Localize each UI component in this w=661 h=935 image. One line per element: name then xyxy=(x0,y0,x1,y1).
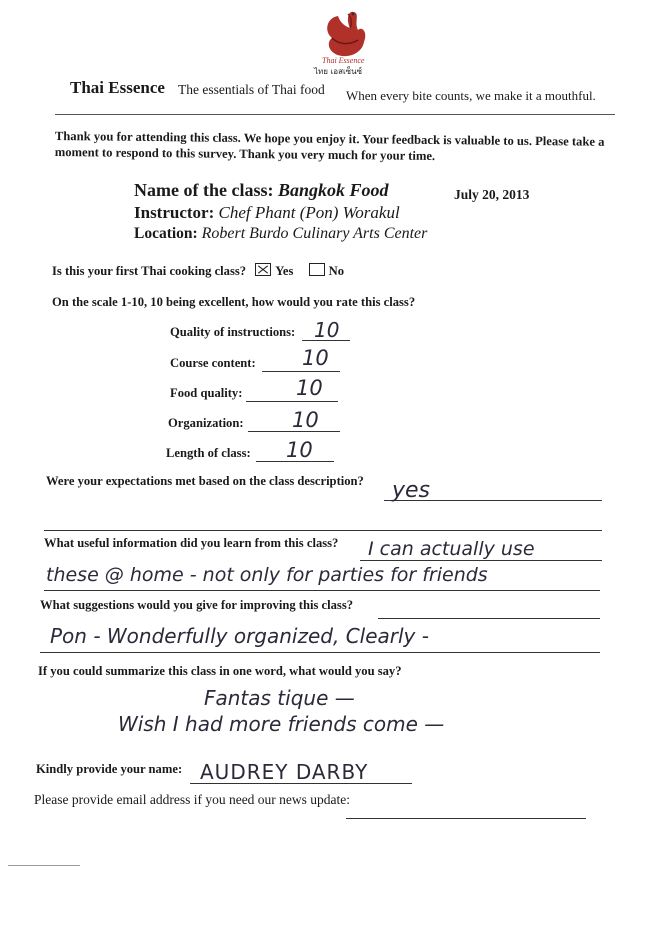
logo-text-top: Thai Essence xyxy=(322,56,365,65)
useful-info-answer-line1[interactable]: I can actually use xyxy=(368,538,535,560)
rating-label-instructions: Quality of instructions: xyxy=(170,325,296,339)
one-word-answer-line2[interactable]: Wish I had more friends come — xyxy=(118,712,445,736)
email-label: Please provide email address if you need our news update: xyxy=(34,792,351,807)
logo-text-bottom: ไทย เอสเซ็นซ์ xyxy=(314,67,363,76)
class-name-value: Bangkok Food xyxy=(277,180,389,200)
suggestions-line-1 xyxy=(378,618,600,619)
useful-info-question: What useful information did you learn from this class? xyxy=(44,536,339,550)
brand-slogan: When every bite counts, we make it a mouthful. xyxy=(346,88,596,103)
rating-value-content[interactable]: 10 xyxy=(302,346,329,370)
rating-value-food[interactable]: 10 xyxy=(296,376,323,400)
rating-label-organization: Organization: xyxy=(168,416,244,430)
rating-label-content: Course content: xyxy=(170,356,256,370)
name-value[interactable]: AUDREY DARBY xyxy=(200,760,369,784)
rating-line-food xyxy=(246,401,338,402)
rating-line-content xyxy=(262,371,340,372)
email-line xyxy=(346,818,586,819)
name-label: Kindly provide your name: xyxy=(36,762,183,776)
suggestions-answer[interactable]: Pon - Wonderfully organized, Clearly - xyxy=(50,624,429,648)
expectations-answer[interactable]: yes xyxy=(392,478,431,503)
location-label: Location: xyxy=(134,225,198,242)
yes-label: Yes xyxy=(275,264,294,278)
expectations-question: Were your expectations met based on the class description? xyxy=(46,474,364,488)
instructor-label: Instructor: xyxy=(134,203,215,222)
rating-value-length[interactable]: 10 xyxy=(286,438,313,462)
one-word-answer-line1[interactable]: Fantas tique — xyxy=(204,686,355,710)
intro-text: Thank you for attending this class. We hope you enjoy it. Your feedback is valuable to us. Please take a moment to respond to this survey. Thank you very much for your time. xyxy=(54,128,605,163)
first-class-question: Is this your first Thai cooking class? xyxy=(52,264,247,278)
suggestions-line-2 xyxy=(40,652,600,653)
rating-label-food: Food quality: xyxy=(170,386,243,400)
expectations-line-2 xyxy=(44,530,602,531)
yes-option[interactable] xyxy=(255,264,296,278)
scan-edge-line xyxy=(8,865,80,866)
rating-label-length: Length of class: xyxy=(166,446,251,460)
header-divider xyxy=(55,114,615,115)
useful-info-answer-line2[interactable]: these @ home - not only for parties for friends xyxy=(46,564,488,586)
suggestions-question: What suggestions would you give for improving this class? xyxy=(40,598,354,612)
brand-tagline: The essentials of Thai food xyxy=(178,82,325,97)
rating-value-instructions[interactable]: 10 xyxy=(314,318,340,342)
one-word-question: If you could summarize this class in one word, what would you say? xyxy=(38,664,402,678)
rating-question: On the scale 1-10, 10 being excellent, how would you rate this class? xyxy=(52,295,416,309)
useful-info-line-2 xyxy=(44,590,600,591)
first-class-row xyxy=(52,263,344,279)
instructor-row xyxy=(134,203,400,223)
no-label: No xyxy=(328,264,344,278)
no-option[interactable] xyxy=(309,264,344,278)
location-row xyxy=(134,225,427,243)
location-value: Robert Burdo Culinary Arts Center xyxy=(201,225,428,242)
class-name-label: Name of the class: xyxy=(134,180,274,200)
no-checkbox[interactable] xyxy=(309,263,325,276)
class-name-row xyxy=(134,180,389,201)
rating-value-organization[interactable]: 10 xyxy=(292,408,319,432)
useful-info-line-1 xyxy=(360,560,602,561)
class-date: July 20, 2013 xyxy=(454,187,530,202)
yes-checkbox[interactable] xyxy=(255,263,271,276)
instructor-value: Chef Phant (Pon) Worakul xyxy=(218,203,400,222)
brand-name: Thai Essence xyxy=(70,78,165,97)
